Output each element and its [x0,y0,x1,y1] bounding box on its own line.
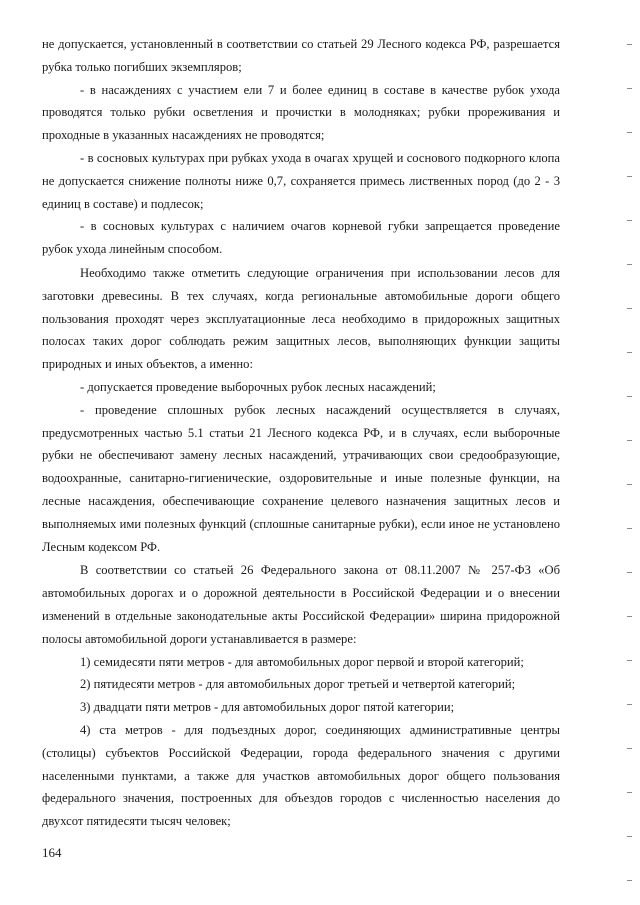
paragraph-selective-felling: - допускается проведение выборочных рубок лесных насаждений; [80,379,436,394]
list-item-1: 1) семидесяти пяти метров - для автомобильных дорог первой и второй категорий; [80,654,524,669]
scan-edge-marks [620,30,634,890]
page-number: 164 [42,845,62,860]
list-item-2: 2) пятидесяти метров - для автомобильных дорог третьей и четвертой категорий; [80,677,516,692]
document-body [42,33,560,863]
paragraph-restrictions-intro: Необходимо также отметить следующие ограничения при использовании лесов для заготовки древесины. В тех случаях, когда региональные автомобильные дороги общего пользования проходят через эксплуатационные леса необходимо в придорожных защитных полосах таких дорог соблюдать режим защитных лесов, выполняющих функции защиты природных и иных объектов, а именно: [42,265,560,372]
list-item-4: 4) ста метров - для подъездных дорог, соединяющих административные центры (столицы) субъектов Российской Федерации, города федерального значения с другими населенными пунктами, а также для участков автомобильных дорог общего пользования федерального значения, построенных для объездов городов с численностью населения до двухсот пятидесяти тысяч человек; [42,722,560,829]
paragraph-continuation: не допускается, установленный в соответствии со статьей 29 Лесного кодекса РФ, разрешается рубка только погибших экземпляров; [42,37,560,74]
paragraph-pine-cultures-pests: - в сосновых культурах при рубках ухода в очагах хрущей и соснового подкорного клопа не допускается снижение полноты ниже 0,7, сохраняется примесь лиственных пород (до 2 - 3 единиц в составе) и подлесок; [42,150,560,211]
list-item-3: 3) двадцати пяти метров - для автомобильных дорог пятой категории; [80,700,455,715]
paragraph-pine-cultures-root-fungus: - в сосновых культурах с наличием очагов корневой губки запрещается проведение рубок ухода линейным способом. [42,219,560,257]
paragraph-spruce-stands: - в насаждениях с участием ели 7 и более единиц в составе в качестве рубок ухода проводятся только рубки осветления и прочистки в молодняках; рубки прореживания и проходные в указанных насаждениях не проводятся; [42,82,560,143]
paragraph-clear-felling: - проведение сплошных рубок лесных насаждений осуществляется в случаях, предусмотренных частью 5.1 статьи 21 Лесного кодекса РФ, и в случаях, если выборочные рубки не обеспечивают замену лесных насаждений, утрачивающих свои средообразующие, водоохранные, санитарно-гигиенические, оздоровительные и иные полезные функции, на лесные насаждения, обеспечивающие сохранение целевого назначения защитных лесов и выполняемых ими полезных функций (сплошные санитарные рубки), если иное не установлено Лесным кодексом РФ. [42,402,560,554]
paragraph-federal-law: В соответствии со статьей 26 Федерального закона от 08.11.2007 № 257-ФЗ «Об автомобильных дорогах и о дорожной деятельности в Российской Федерации и о внесении изменений в отдельные законодательные акты Российской Федерации» ширина придорожной полосы автомобильной дороги устанавливается в размере: [42,563,560,646]
